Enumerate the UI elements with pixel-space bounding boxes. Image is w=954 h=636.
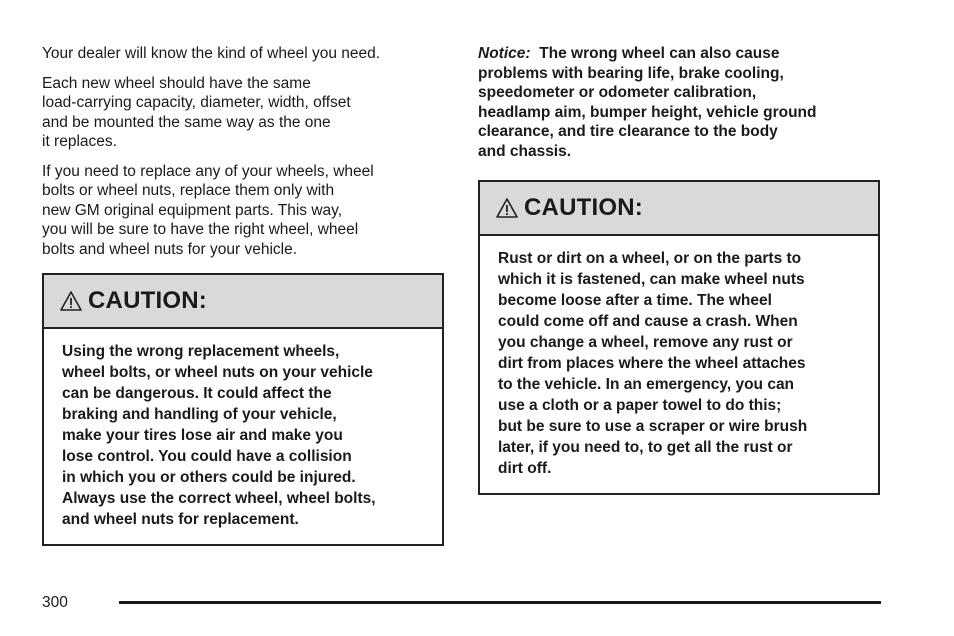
- notice-text: The wrong wheel can also cause problems with bearing life, brake cooling, speedometer or odometer calibration, headlamp aim, bumper height, vehicle ground clearance, and tire clearance to the body and chassis.: [478, 45, 817, 160]
- warning-triangle-icon: [60, 290, 82, 312]
- paragraph-dealer: Your dealer will know the kind of wheel you need.: [42, 45, 381, 62]
- caution-title: CAUTION:: [524, 194, 643, 221]
- caution-box-right: [478, 180, 880, 495]
- warning-triangle-icon: [496, 197, 518, 219]
- caution-body: Rust or dirt on a wheel, or on the parts to which it is fastened, can make wheel nuts become loose after a time. The wheel could come off and cause a crash. When you change a wheel, remove any rust or dirt from places where the wheel attaches to the vehicle. In an emergency, you can use a cloth or a paper towel to do this; but be sure to use a scraper or wire brush later, if you need to, to get all the rust or dirt off.: [498, 250, 808, 477]
- page-number: 300: [42, 594, 68, 611]
- caution-body: Using the wrong replacement wheels, wheel bolts, or wheel nuts on your vehicle can be dangerous. It could affect the braking and handling of your vehicle, make your tires lose air and make you lose control. You could have a collision in which you or others could be injured. Always use the correct wheel, wheel bolts, and wheel nuts for replacement.: [62, 343, 376, 528]
- caution-box-left: [42, 273, 444, 546]
- caution-header: [44, 275, 442, 329]
- paragraph-wheel-specs: Each new wheel should have the same load-carrying capacity, diameter, width, offset and be mounted the same way as the one it replaces.: [42, 74, 351, 150]
- caution-header: [480, 182, 878, 236]
- notice-paragraph: [478, 44, 880, 161]
- left-column: [42, 44, 444, 269]
- notice-label: Notice:: [478, 45, 531, 62]
- caution-title: CAUTION:: [88, 287, 207, 314]
- paragraph-replace-parts: If you need to replace any of your wheels, wheel bolts or wheel nuts, replace them only with new GM original equipment parts. This way, you will be sure to have the right wheel, wheel bolts and wheel nuts for your vehicle.: [42, 162, 374, 258]
- right-column: [478, 44, 880, 161]
- footer-rule: [119, 601, 881, 604]
